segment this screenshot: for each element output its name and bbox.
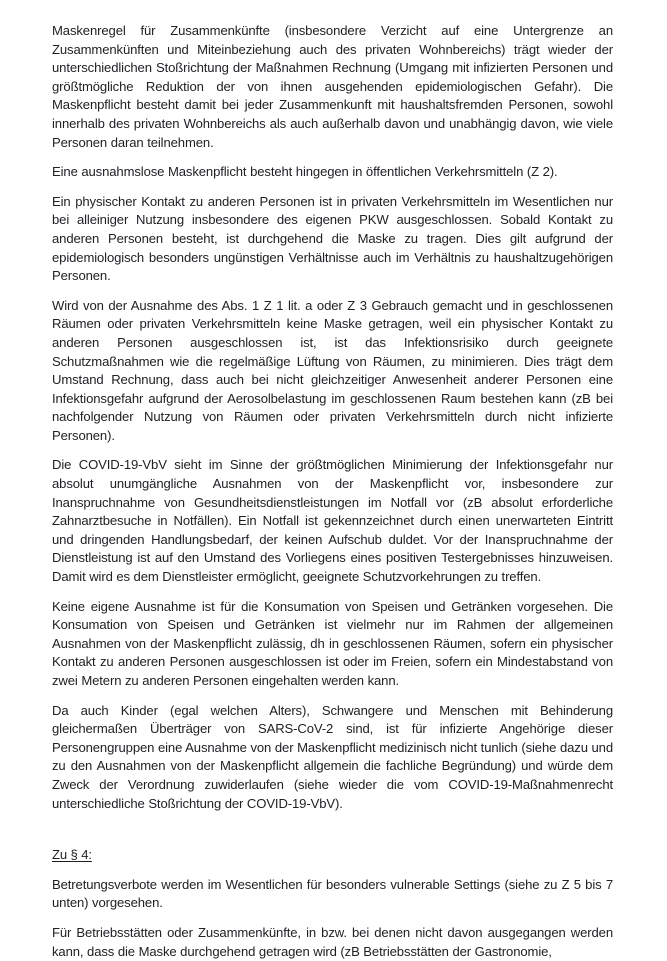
paragraph-betriebsstaetten: Für Betriebsstätten oder Zusammenkünfte, in bzw. bei denen nicht davon ausgegangen werden kann, dass die Maske durchgehend getragen wird (zB Betriebsstätten der Gastronomie, [52,924,613,959]
paragraph-konsumation-speisen: Keine eigene Ausnahme ist für die Konsumation von Speisen und Getränken vorgesehen. Die Konsumation von Speisen und Getränken ist vielmehr nur im Rahmen der allgemeinen Ausnahmen von der Maskenpflicht zulässig, dh in geschlossenen Räumen, sofern ein physischer Kontakt zu anderen Personen ausgeschlossen ist oder im Freien, sofern ein Mindestabstand von zwei Metern zu anderen Personen eingehalten werden kann. [52,598,613,688]
paragraph-covid-vbv-minimierung: Die COVID-19-VbV sieht im Sinne der größtmöglichen Minimierung der Infektionsgefahr nur absolut unumgängliche Ausnahmen von der Maskenpflicht vor, insbesondere zur Inanspruchnahme von Gesundheitsdienstleistungen im Notfall vor (zB absolut erforderliche Zahnarztbesuche in Notfällen). Ein Notfall ist gekennzeichnet durch einen unerwarteten Eintritt und dringenden Handlungsbedarf, der keinen Aufschub duldet. Vor der Inanspruchnahme der Dienstleistung ist auf den Umstand des Vorliegens eines positiven Testergebnisses hinzuweisen. Damit wird es dem Dienstleister ermöglicht, geeignete Schutzvorkehrungen zu treffen. [52,457,613,585]
paragraph-ausnahme-abs1: Wird von der Ausnahme des Abs. 1 Z 1 lit. a oder Z 3 Gebrauch gemacht und in geschlossenen Räumen oder privaten Verkehrsmitteln keine Maske getragen, weil ein physischer Kontakt zu anderen Personen ausgeschlossen ist, ist das Infektionsrisiko durch geeignete Schutzmaßnahmen wie die regelmäßige Lüftung von Räumen, zu minimieren. Dies trägt dem Umstand Rechnung, dass auch bei nicht gleichzeitiger Anwesenheit anderer Personen eine Infektionsgefahr aufgrund der Aerosolbelastung im geschlossenen Raum bestehen kann (zB bei nachfolgender Nutzung von Räumen oder privaten Verkehrsmitteln durch nicht infizierte Personen). [52,297,613,443]
paragraph-betretungsverbote: Betretungsverbote werden im Wesentlichen für besonders vulnerable Settings (siehe zu Z 5 bis 7 unten) vorgesehen. [52,876,613,911]
paragraph-kinder-schwangere: Da auch Kinder (egal welchen Alters), Schwangere und Menschen mit Behinderung gleichermaßen Überträger von SARS-CoV-2 sind, ist für infizierte Angehörige dieser Personengruppen eine Ausnahme von der Maskenpflicht medizinisch nicht tunlich (siehe dazu und zu den Ausnahmen von der Maskenpflicht allgemein die fachliche Begründung) und würde dem Zweck der Verordnung zuwiderlaufen (siehe wieder die vom COVID-19-Maßnahmenrecht unterschiedliche Stoßrichtung der COVID-19-VbV). [52,702,613,811]
section-heading-zu-paragraf-4: Zu § 4: [52,847,92,863]
paragraph-ausnahmslose-maskenpflicht: Eine ausnahmslose Maskenpflicht besteht hingegen in öffentlichen Verkehrsmitteln (Z 2). [52,164,558,180]
paragraph-physischer-kontakt: Ein physischer Kontakt zu anderen Personen ist in privaten Verkehrsmitteln im Wesentlichen nur bei alleiniger Nutzung insbesondere des eigenen PKW ausgeschlossen. Sobald Kontakt zu anderen Personen besteht, ist durchgehend die Maske zu tragen. Dies gilt aufgrund der epidemiologisch besonders ungünstigen Verhältnisse auch im Verhältnis zu haushaltzugehörigen Personen. [52,193,613,284]
paragraph-maskenregel: Maskenregel für Zusammenkünfte (insbesondere Verzicht auf eine Untergrenze an Zusammenkünften und Miteinbeziehung auch des privaten Wohnbereichs) trägt wieder der unterschiedlichen Stoßrichtung der Maßnahmen Rechnung (Umgang mit infizierten Personen und größtmögliche Reduktion der von ihnen ausgehenden epidemiologischen Gefahr). Die Maskenpflicht besteht damit bei jeder Zusammenkunft mit haushaltsfremden Personen, sowohl innerhalb des privaten Wohnbereichs als auch außerhalb davon und unabhängig davon, wie viele Personen daran teilnehmen. [52,23,613,150]
section-spacer [52,824,613,846]
document-body [52,22,613,961]
